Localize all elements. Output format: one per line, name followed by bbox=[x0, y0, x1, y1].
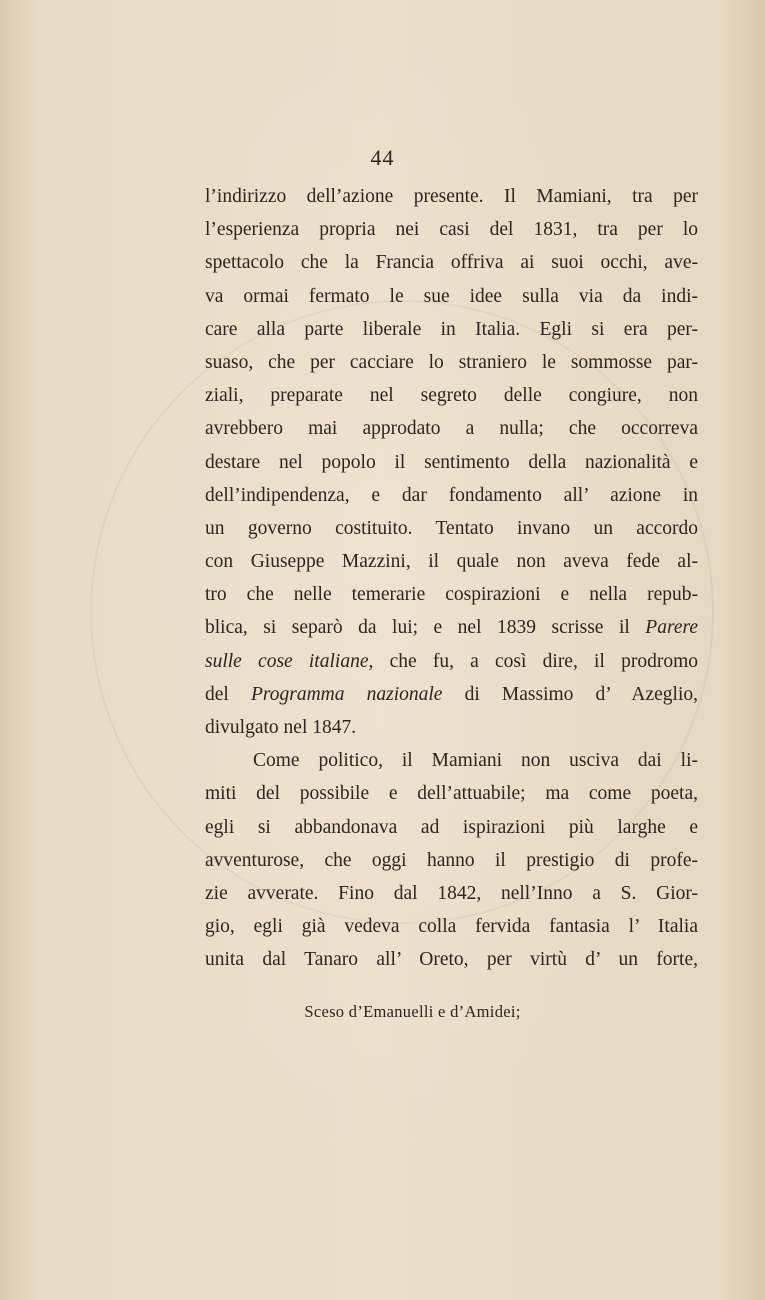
text-line: avventurose, che oggi hanno il prestigio di profe- bbox=[205, 849, 698, 871]
text-line: con Giuseppe Mazzini, il quale non aveva fede al- bbox=[205, 551, 698, 573]
text-line: care alla parte liberale in Italia. Egli si era per- bbox=[205, 318, 698, 340]
italic-title: Programma nazionale bbox=[250, 683, 443, 705]
text-line-segment: blica, si separò da lui; e nel 1839 scrisse il bbox=[205, 617, 630, 639]
page-number: 44 bbox=[370, 145, 395, 170]
text-line-segment: del bbox=[205, 683, 251, 705]
text-line: gio, egli già vedeva colla fervida fantasia l’ Italia bbox=[205, 916, 698, 938]
text-line: miti del possibile e dell’attuabile; ma come poeta, bbox=[205, 783, 698, 805]
verse-quotation: Sceso d’Emanuelli e d’Amidei; bbox=[304, 1002, 521, 1021]
text-line: l’indirizzo dell’azione presente. Il Mamiani, tra per bbox=[205, 186, 698, 207]
text-line: tro che nelle temerarie cospirazioni e nella repub- bbox=[205, 584, 698, 606]
text-line: unita dal Tanaro all’ Oreto, per virtù d’ un forte, bbox=[205, 949, 698, 971]
text-line: zie avverate. Fino dal 1842, nell’Inno a S. Gior- bbox=[205, 882, 698, 904]
text-line: avrebbero mai approdato a nulla; che occorreva bbox=[205, 418, 698, 440]
text-line: un governo costituito. Tentato invano un accordo bbox=[205, 517, 698, 539]
text-line-segment: che fu, a così dire, il prodromo bbox=[373, 650, 698, 672]
text-line: ziali, preparate nel segreto delle congiure, non bbox=[205, 385, 698, 407]
text-line-segment: di Massimo d’ Azeglio, bbox=[442, 683, 699, 705]
text-line: egli si abbandonava ad ispirazioni più larghe e bbox=[205, 816, 698, 838]
text-line: Come politico, il Mamiani non usciva dai li- bbox=[253, 750, 698, 772]
text-line: destare nel popolo il sentimento della nazionalità e bbox=[205, 451, 698, 473]
text-line: suaso, che per cacciare lo straniero le sommosse par- bbox=[205, 351, 698, 373]
text-line: va ormai fermato le sue idee sulla via da indi- bbox=[205, 285, 698, 307]
text-line: l’esperienza propria nei casi del 1831, tra per lo bbox=[205, 219, 698, 241]
text-line: spettacolo che la Francia offriva ai suoi occhi, ave- bbox=[205, 252, 698, 274]
body-text bbox=[205, 180, 698, 977]
text-line bbox=[205, 678, 698, 711]
text-line: dell’indipendenza, e dar fondamento all’ azione in bbox=[205, 484, 698, 506]
text-line: divulgato nel 1847. bbox=[205, 717, 357, 738]
italic-title: sulle cose italiane, bbox=[205, 650, 374, 672]
text-line bbox=[205, 611, 698, 644]
text-line bbox=[205, 645, 698, 678]
italic-title: Parere bbox=[645, 617, 698, 639]
